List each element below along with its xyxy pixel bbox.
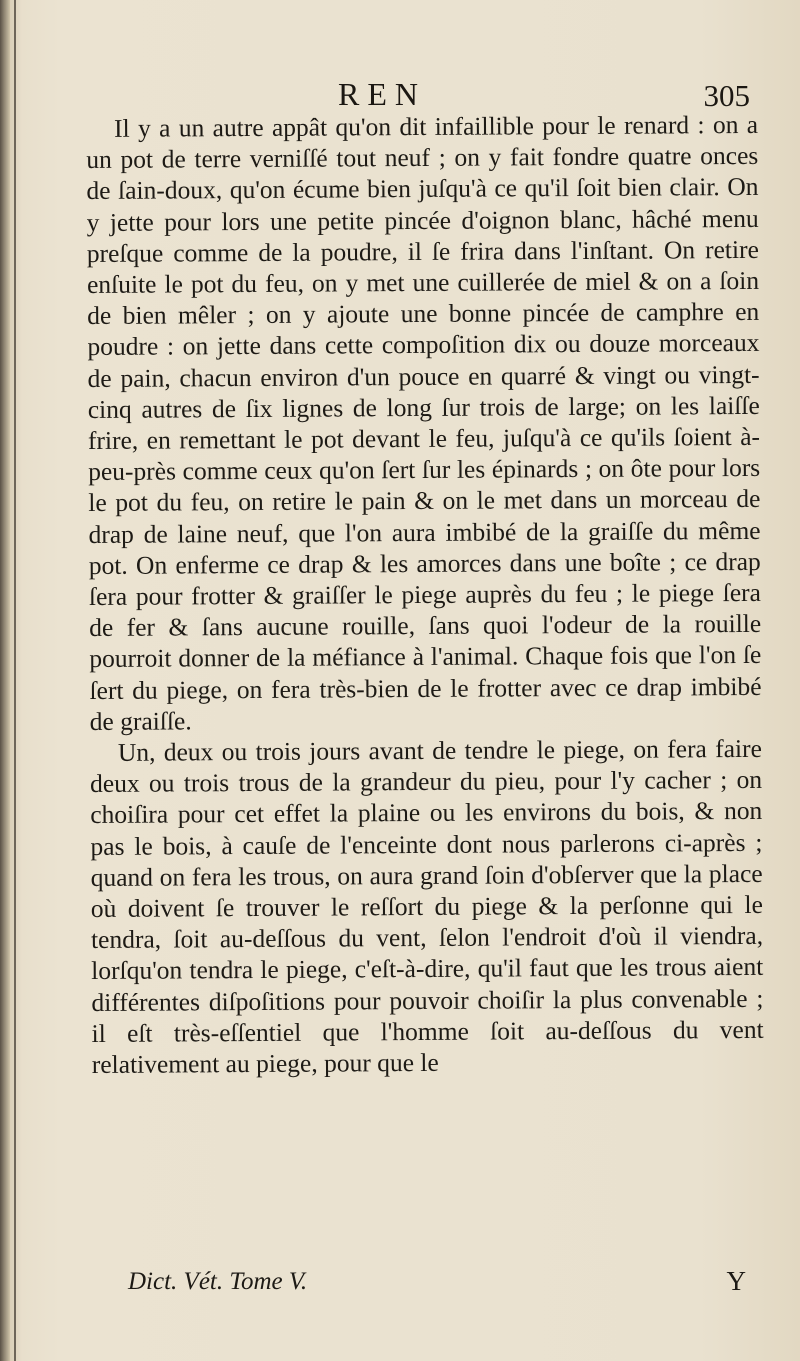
gutter-line bbox=[14, 0, 16, 1361]
page-footer bbox=[128, 1268, 758, 1308]
running-head: REN bbox=[338, 76, 426, 112]
page-number: 305 bbox=[703, 78, 750, 113]
book-spine bbox=[0, 0, 10, 1361]
body-text bbox=[86, 109, 764, 1080]
paragraph-1: Il y a un autre appât qu'on dit infaillible pour le renard : on a un pot de terre verniſſé tout neuf ; on y fait fondre quatre onces de ſain-doux, qu'on écume bien juſqu'à ce qu'il ſoit bien clair. On y jette pour lors une petite pincée d'oignon blanc, hâché menu preſque comme de la poudre, il ſe frira dans l'inſtant. On retire enſuite le pot du feu, on y met une cuillerée de miel & on a ſoin de bien mêler ; on y ajoute une bonne pincée de camphre en poudre : on jette dans cette compoſition dix ou douze morceaux de pain, chacun environ d'un pouce en quarré & vingt ou vingt-cinq autres de ſix lignes de long ſur trois de large; on les laiſſe frire, en remettant le pot devant le feu, juſqu'à ce qu'ils ſoient à-peu-près comme ceux qu'on ſert ſur les épinards ; on ôte pour lors le pot du feu, on retire le pain & on le met dans un morceau de drap de laine neuf, que l'on aura imbibé de la graiſſe du même pot. On enferme ce drap & les amorces dans une boîte ; ce drap ſera pour frotter & graiſſer le piege auprès du feu ; le piege ſera de fer & ſans aucune rouille, ſans quoi l'odeur de la rouille pourroit donner de la méfiance à l'animal. Chaque fois que l'on ſe ſert du piege, on fera très-bien de le frotter avec ce drap imbibé de graiſſe. bbox=[86, 109, 762, 736]
paragraph-2: Un, deux ou trois jours avant de tendre le piege, on fera faire deux ou trois trous de la grandeur du pieu, pour l'y cacher ; on choiſira pour cet effet la plaine ou les environs du bois, & non pas le bois, à cauſe de l'enceinte dont nous parlerons ci-après ; quand on fera les trous, on aura grand ſoin d'obſerver que la place où doivent ſe trouver le reſſort du piege & la perſonne qui le tendra, ſoit au-deſſous du vent, ſelon l'endroit d'où il viendra, lorſqu'on tendra le piege, c'eſt-à-dire, qu'il faut que les trous aient différentes diſpoſitions pour pouvoir choiſir la plus convenable ; il eſt très-eſſentiel que l'homme ſoit au-deſſous du vent relativement au piege, pour que le bbox=[90, 733, 764, 1080]
signature-mark: Y bbox=[726, 1266, 746, 1296]
volume-title: Dict. Vét. Tome V. bbox=[128, 1268, 308, 1295]
